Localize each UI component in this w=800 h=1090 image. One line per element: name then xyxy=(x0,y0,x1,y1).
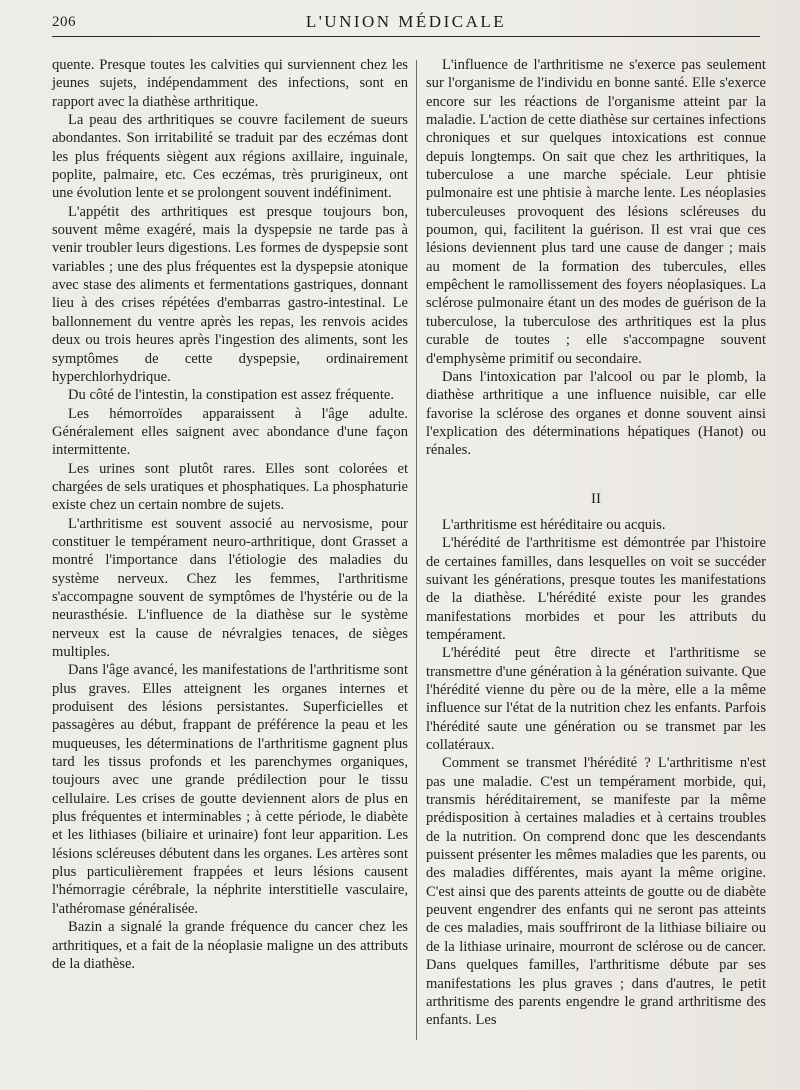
journal-title: L'UNION MÉDICALE xyxy=(305,12,507,31)
section-number: II xyxy=(591,490,601,507)
paragraph: L'arthritisme est souvent associé au nervosisme, pour constituer le tempérament neuro-arthritique, dont Grasset a montré l'importance dans l'étiologie des maladies du système nerveux. Chez les femmes, l'arthritisme s'accompagne souvent de symptômes de l'hystérie ou de la neurasthésie. L'influence de la diathèse sur le système nerveux est la cause de névralgies tenaces, de sièges multiples. xyxy=(52,515,408,660)
paragraph: L'arthritisme est héréditaire ou acquis. xyxy=(442,516,666,533)
page-number: 206 xyxy=(52,14,76,30)
paragraph: Du côté de l'intestin, la constipation est assez fréquente. xyxy=(68,387,395,404)
header-rule xyxy=(52,36,760,37)
paragraph: Comment se transmet l'hérédité ? L'arthritisme n'est pas une maladie. C'est un tempérament morbide, qui, transmis héréditairement, se manifeste par la même prédisposition à certaines maladies et à certains troubles de la nutrition. On comprend donc que les descendants puissent présenter les mêmes maladies que les parents, ou des maladies différentes, mais ayant la même origine. C'est ainsi que des parents atteints de goutte ou de diabète peuvent engendrer des enfants qui ne seront pas atteints de ces maladies, mais souffriront de la lithiase biliaire ou de la lithiase urinaire, mourront de sclérose ou de cancer. Dans quelques familles, l'arthritisme débute par ses manifestations les plus graves ; dans d'autres, le petit arthritisme des parents engendre le grand arthritisme des enfants. Les xyxy=(426,755,766,1029)
column-divider xyxy=(416,60,417,1040)
paragraph: L'hérédité de l'arthritisme est démontrée par l'histoire de certaines familles, dans lesquelles on voit se succéder suivant les générations, presque toutes les manifestations de la diathèse. L'hérédité existe pour les grandes manifestations morbides et pour les attributs du tempérament. xyxy=(426,535,766,643)
paragraph: quente. Presque toutes les calvities qui surviennent chez les jeunes sujets, indépendamment des infections, sont en rapport avec la diathèse arthritique. xyxy=(52,57,408,110)
paragraph: La peau des arthritiques se couvre facilement de sueurs abondantes. Son irritabilité se traduit par des eczémas dont les plus fréquents siègent aux régions axillaire, inguinale, poplite, palmaire, etc. Ces eczémas, très prurigineux, ont une évolution lente et se prolongent souvent indéfiniment. xyxy=(52,112,408,202)
right-column xyxy=(426,56,766,1030)
paragraph: L'appétit des arthritiques est presque toujours bon, souvent même exagéré, mais la dyspepsie ne tarde pas à venir troubler leurs digestions. Les formes de dyspepsie sont variables ; une des plus fréquentes est la dyspepsie atonique avec stase des aliments et fermentations gastriques, donnant lieu à des crises répétées d'embarras gastro-intestinal. Le ballonnement du ventre après les repas, les renvois acides deux ou trois heures après l'ingestion des aliments, sont les symptômes de cette dyspepsie, ordinairement hyperchlorhydrique. xyxy=(52,203,408,385)
paragraph: L'hérédité peut être directe et l'arthritisme se transmettre d'une génération à la génération suivante. Que l'hérédité vienne du père ou de la mère, elle a la même influence sur l'état de la nutrition chez les enfants. Parfois l'hérédité saute une génération ou se transmet par les collatéraux. xyxy=(426,645,766,754)
paragraph: L'influence de l'arthritisme ne s'exerce pas seulement sur l'organisme de l'individu en bonne santé. Elle s'exerce encore sur les réactions de l'organisme atteint par la maladie. L'action de cette diathèse sur certaines infections chroniques et sur quelques intoxications est connue depuis longtemps. On sait que chez les arthritiques, la tuberculose a une marche spéciale. Leur phtisie pulmonaire est une phtisie à marche lente. Les néoplasies tuberculeuses provoquent des lésions scléreuses du poumon, qui, facilitent la guérison. Il est vrai que ces lésions deviennent plus tard une cause de danger ; mais au moment de la formation des tubercules, elles empêchent le ramollissement des foyers néoplasiques. La sclérose pulmonaire étant un des modes de guérison de la tuberculose, la tuberculose des arthritiques est la plus curable de toutes ; elle s'accompagne souvent d'emphysème primitif ou secondaire. xyxy=(426,57,766,367)
page-header xyxy=(52,8,760,38)
left-column xyxy=(52,56,408,973)
paragraph: Les urines sont plutôt rares. Elles sont colorées et chargées de sels uratiques et phosphatiques. La phosphaturie existe chez un certain nombre de sujets. xyxy=(52,460,408,514)
paragraph: Les hémorroïdes apparaissent à l'âge adulte. Généralement elles saignent avec abondance d'une façon intermittente. xyxy=(52,405,408,459)
paragraph: Dans l'âge avancé, les manifestations de l'arthritisme sont plus graves. Elles atteignent les organes internes et produisent des lésions persistantes. Superficielles et passagères au début, frappant de préférence la peau et les muqueuses, les déterminations de l'arthritisme gagnent plus tard les tissus profonds et les parenchymes organiques, toujours avec une grande prédilection pour le tissu cellulaire. Les crises de goutte deviennent alors de plus en plus fréquentes et interminables ; à cette période, le diabète et les lithiases (biliaire et urinaire) font leur apparition. Les lésions scléreuses débutent dans les organes. Les artères sont plus particulièrement frappées et leurs lésions causent l'hémorragie cérébrale, la néphrite interstitielle vasculaire, l'athéromase généralisée. xyxy=(52,662,408,917)
paragraph: Bazin a signalé la grande fréquence du cancer chez les arthritiques, et a fait de la néoplasie maligne un des attributs de la diathèse. xyxy=(52,919,408,972)
paragraph: Dans l'intoxication par l'alcool ou par le plomb, la diathèse arthritique a une influence nuisible, car elle favorise la sclérose des organes et donne souvent ainsi l'explication des déterminations hépatiques (Hanot) ou rénales. xyxy=(426,368,766,459)
